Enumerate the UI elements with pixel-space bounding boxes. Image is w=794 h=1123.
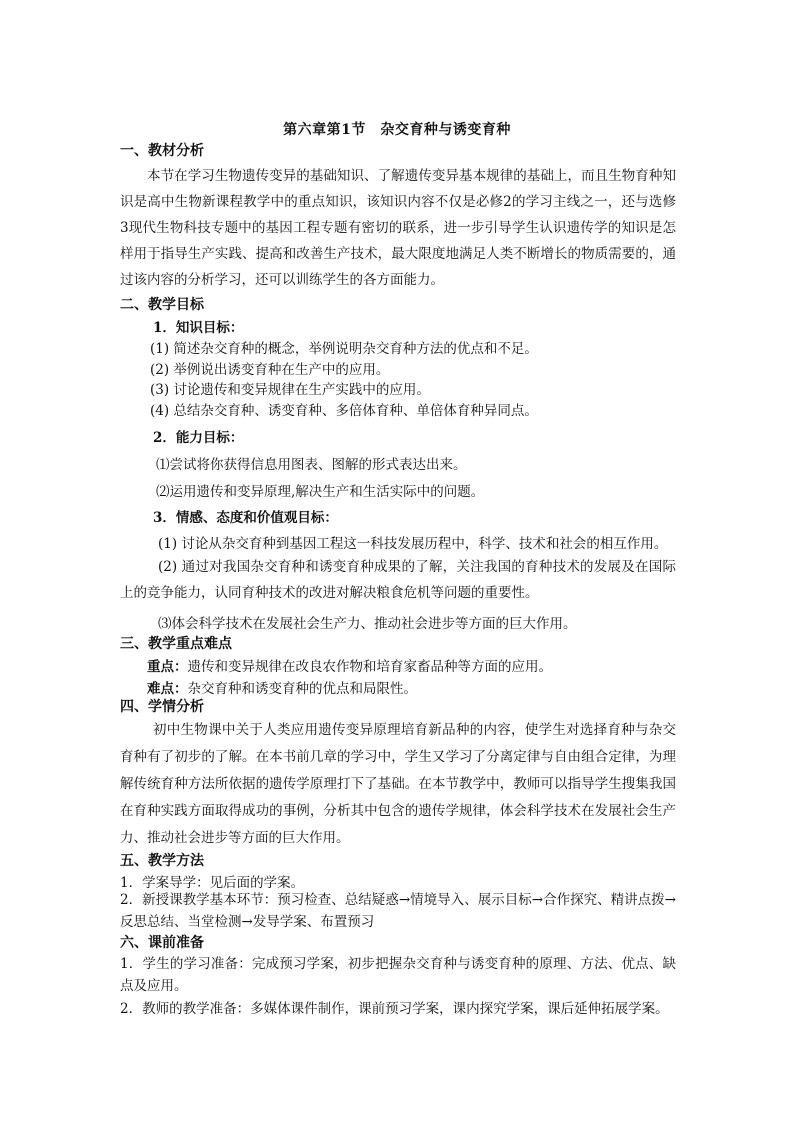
section-heading-teaching-methods: 五、教学方法 [120, 853, 204, 869]
emotion-goals-title: 3．情感、态度和价值观目标： [153, 510, 338, 526]
textbook-analysis-paragraph: 本节在学习生物遗传变异的基础知识、了解遗传变异基本规律的基础上，而且生物育种知识是高中生物新课程教学中的重点知识，该知识内容不仅是必修2的学习主线之一，还与选修3现代生物科技专题中的基因工程专题有密切的联系，进一步引导学生认识遗传学的知识是怎样用于指导生产实践、提高和改善生产技术，最大限度地满足人类不断增长的物质需要的，通过该内容的分析学习，还可以训练学生的各方面能力。 [120, 168, 676, 288]
knowledge-goal-item: (3) 讨论遗传和变异规律在生产实践中的应用。 [150, 382, 430, 398]
ability-goals-title: 2．能力目标： [153, 430, 244, 446]
method-item: 2．新授课教学基本环节：预习检查、总结疑惑→情境导入、展示目标→合作探究、精讲点拨→反思总结、当堂检测→发导学案、布置预习 [120, 892, 676, 930]
key-point-label: 重点： [147, 659, 188, 675]
ability-goal-item: ⑴尝试将你获得信息用图表、图解的形式表达出来。 [156, 457, 467, 473]
preparation-item: 2．教师的教学准备：多媒体课件制作，课前预习学案，课内探究学案，课后延伸拓展学案。 [120, 1001, 669, 1017]
section-heading-preparation: 六、课前准备 [120, 935, 204, 951]
difficult-point-line [147, 677, 417, 697]
section-heading-teaching-goals: 二、教学目标 [120, 297, 204, 313]
section-heading-textbook-analysis: 一、教材分析 [120, 143, 204, 159]
difficult-point-text: 杂交育种和诱变育种的优点和局限性。 [187, 681, 417, 697]
section-heading-learner-analysis: 四、学情分析 [120, 699, 204, 715]
knowledge-goal-item: (2) 举例说出诱变育种在生产中的应用。 [150, 362, 390, 378]
difficult-point-label: 难点： [147, 681, 188, 697]
knowledge-goals-title: 1．知识目标： [153, 320, 244, 336]
section-heading-key-difficult-points: 三、教学重点难点 [120, 636, 232, 652]
knowledge-goal-item: (1) 简述杂交育种的概念，举例说明杂交育种方法的优点和不足。 [150, 341, 538, 357]
emotion-goal-item: (1) 讨论从杂交育种到基因工程这一科技发展历程中，科学、技术和社会的相互作用。 [158, 536, 668, 552]
emotion-goal-item: ⑶体会科学技术在发展社会生产力、推动社会进步等方面的巨大作用。 [158, 616, 577, 632]
key-point-text: 遗传和变异规律在改良农作物和培育家畜品种等方面的应用。 [187, 659, 552, 675]
emotion-goal-item: (2) 通过对我国杂交育种和诱变育种成果的了解，关注我国的育种技术的发展及在国际上的竞争能力，认同育种技术的改进对解决粮食危机等问题的重要性。 [120, 559, 676, 601]
preparation-item: 1．学生的学习准备：完成预习学案，初步把握杂交育种与诱变育种的原理、方法、优点、缺点及应用。 [120, 956, 676, 994]
learner-analysis-paragraph: 初中生物课中关于人类应用遗传变异原理培育新品种的内容，使学生对选择育种与杂交育种有了初步的了解。在本书前几章的学习中，学生又学习了分离定律与自由组合定律，为理解传统育种方法所依据的遗传学原理打下了基础。在本节教学中，教师可以指导学生搜集我国在育种实践方面取得成功的事例，分析其中包含的遗传学规律，体会科学技术在发展社会生产力、推动社会进步等方面的巨大作用。 [120, 722, 676, 846]
key-point-line [147, 655, 552, 675]
document-title: 第六章第1节 杂交育种与诱变育种 [283, 122, 511, 138]
knowledge-goal-item: (4) 总结杂交育种、诱变育种、多倍体育种、单倍体育种异同点。 [150, 403, 538, 419]
method-item: 1．学案导学：见后面的学案。 [120, 875, 305, 891]
ability-goal-item: ⑵运用遗传和变异原理,解决生产和生活实际中的问题。 [156, 484, 485, 500]
